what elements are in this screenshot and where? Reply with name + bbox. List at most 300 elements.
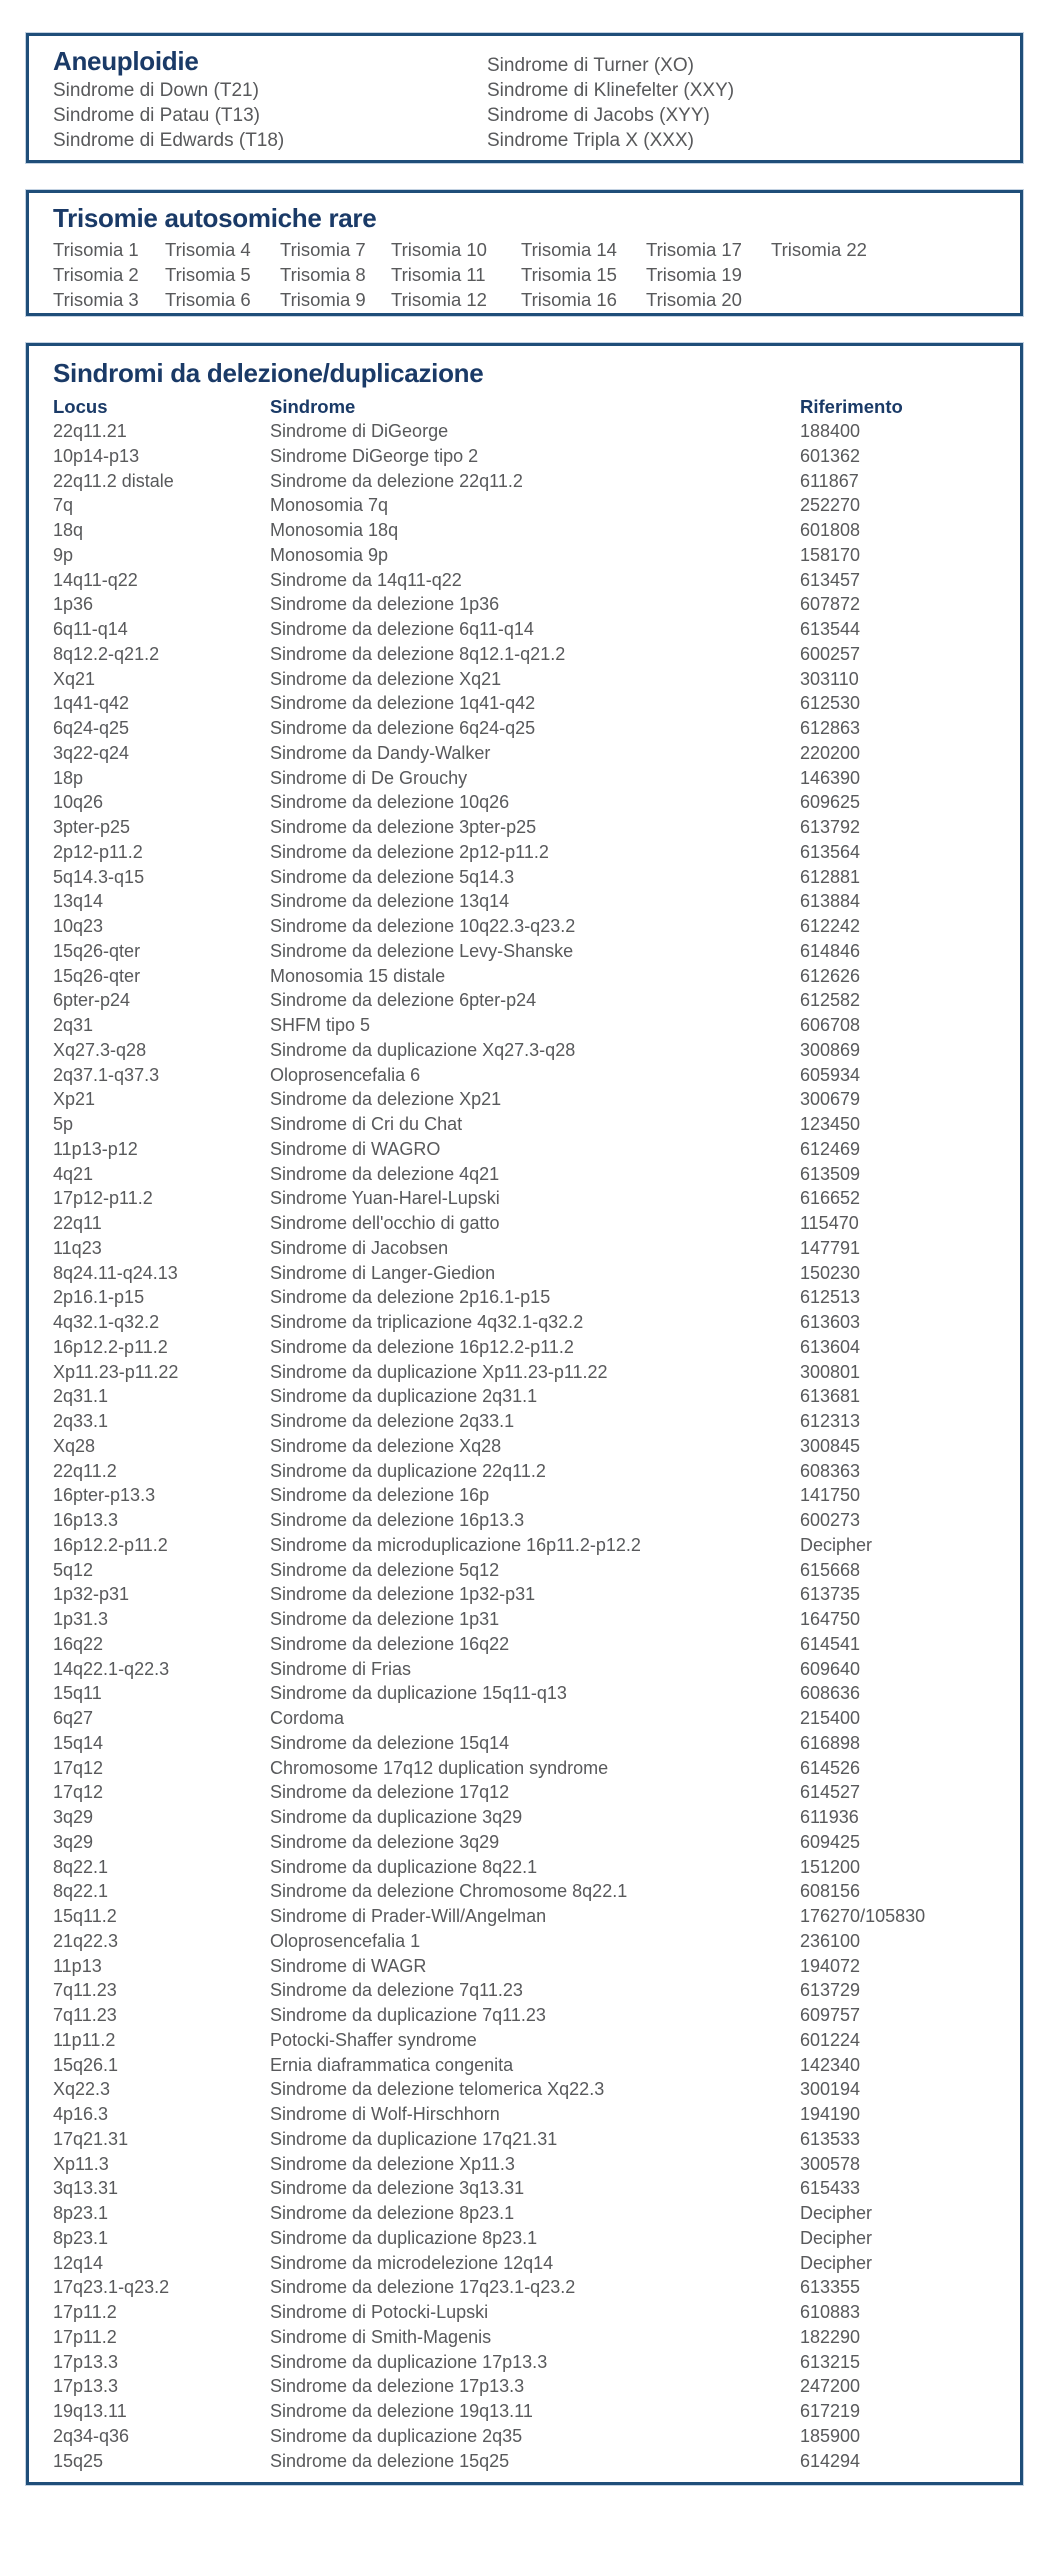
riferimento-cell: 609625 — [800, 792, 861, 813]
trisomia-item: Trisomia 5 — [165, 264, 251, 285]
sindrome-cell: Sindrome da delezione 6q24-q25 — [270, 718, 536, 738]
table-row — [53, 964, 996, 989]
sindrome-cell: Sindrome da duplicazione Xq27.3-q28 — [270, 1039, 576, 1060]
table-row — [53, 2003, 996, 2028]
locus-cell: 6q11-q14 — [53, 619, 128, 639]
table-row — [53, 1731, 996, 1756]
sindrome-cell: Sindrome di Cri du Chat — [270, 1114, 463, 1134]
table-row — [53, 2399, 996, 2424]
riferimento-cell: 609757 — [800, 2005, 861, 2025]
aneuploidy-item: Sindrome Tripla X (XXX) — [487, 130, 694, 151]
locus-cell: 8q22.1 — [53, 1856, 109, 1877]
table-row — [53, 2300, 996, 2325]
sindrome-cell: Sindrome da delezione 10q26 — [270, 792, 510, 813]
locus-cell: 5q14.3-q15 — [53, 866, 145, 887]
sindrome-cell: Sindrome da delezione 6pter-p24 — [270, 990, 537, 1011]
sindrome-cell: Sindrome da delezione 1p31 — [270, 1609, 500, 1629]
table-row — [53, 1706, 996, 1731]
locus-cell: 9p — [53, 544, 74, 565]
locus-cell: 17p12-p11.2 — [53, 1188, 153, 1209]
riferimento-cell: 613457 — [800, 569, 861, 590]
riferimento-cell: 300869 — [800, 1039, 861, 1060]
locus-cell: 14q22.1-q22.3 — [53, 1658, 170, 1679]
trisomia-item: Trisomia 19 — [646, 264, 742, 285]
riferimento-cell: 303110 — [800, 668, 859, 689]
sindrome-cell: Sindrome da microduplicazione 16p11.2-p12.2 — [270, 1534, 641, 1555]
trisomia-item — [771, 287, 996, 312]
locus-cell: 18p — [53, 767, 84, 788]
sindrome-cell: Sindrome di Prader-Will/Angelman — [270, 1906, 547, 1926]
locus-cell: 16pter-p13.3 — [53, 1485, 156, 1506]
sindrome-cell: Sindrome da delezione 10q22.3-q23.2 — [270, 916, 576, 936]
locus-cell: 7q11.23 — [53, 1980, 117, 2001]
table-row — [53, 642, 996, 667]
sindrome-cell: Cordoma — [270, 1708, 345, 1728]
table-row — [53, 716, 996, 741]
sindrome-cell: Sindrome da duplicazione 2q35 — [270, 2425, 523, 2446]
sindrome-cell: Sindrome da duplicazione 15q11-q13 — [270, 1683, 567, 1704]
locus-cell: 4q21 — [53, 1163, 94, 1184]
sindrome-cell: Sindrome da delezione 22q11.2 — [270, 470, 523, 491]
locus-cell: 2p12-p11.2 — [53, 841, 143, 862]
locus-cell: 15q25 — [53, 2450, 104, 2471]
riferimento-cell: 613884 — [800, 891, 861, 912]
sindrome-cell: Sindrome da delezione 5q14.3 — [270, 866, 515, 887]
trisomie-title: Trisomie autosomiche rare — [53, 203, 377, 233]
riferimento-cell: 141750 — [800, 1485, 861, 1506]
table-row — [53, 741, 996, 766]
locus-cell: 16p12.2-p11.2 — [53, 1336, 168, 1357]
locus-cell: 19q13.11 — [53, 2401, 127, 2421]
table-row — [53, 2350, 996, 2375]
riferimento-cell: 142340 — [800, 2054, 861, 2075]
sindrome-cell: Sindrome da delezione 17q23.1-q23.2 — [270, 2277, 576, 2298]
locus-cell: 18q — [53, 520, 84, 540]
sindrome-cell: Monosomia 18q — [270, 520, 399, 540]
riferimento-cell: 612313 — [800, 1411, 861, 1431]
trisomia-item: Trisomia 15 — [521, 264, 617, 285]
locus-cell: 17q21.31 — [53, 2128, 129, 2149]
riferimento-cell: 614846 — [800, 940, 861, 961]
riferimento-header: Riferimento — [800, 396, 903, 417]
locus-header: Locus — [53, 396, 108, 417]
locus-cell: 22q11.2 — [53, 1460, 117, 1481]
table-row — [53, 2127, 996, 2152]
trisomia-item: Trisomia 12 — [391, 289, 487, 310]
riferimento-cell: 605934 — [800, 1064, 861, 1085]
locus-cell: 10p14-p13 — [53, 445, 140, 466]
sindrome-cell: Chromosome 17q12 duplication syndrome — [270, 1757, 609, 1778]
sindrome-cell: Sindrome da delezione 15q14 — [270, 1732, 510, 1753]
riferimento-cell: 158170 — [800, 544, 861, 565]
locus-cell: Xq21 — [53, 668, 96, 689]
aneuploidie-right-list — [487, 44, 996, 153]
table-row — [53, 914, 996, 939]
riferimento-cell: 613735 — [800, 1584, 861, 1605]
locus-cell: Xq22.3 — [53, 2079, 111, 2100]
sindrome-cell: Sindrome da delezione Levy-Shanske — [270, 940, 574, 961]
table-row — [53, 592, 996, 617]
riferimento-cell: 215400 — [800, 1708, 861, 1728]
aneuploidie-title: Aneuploidie — [53, 46, 199, 76]
sindrome-cell: Sindrome dell'occhio di gatto — [270, 1213, 500, 1233]
trisomia-item: Trisomia 2 — [53, 264, 139, 285]
sindrome-cell: Sindrome da triplicazione 4q32.1-q32.2 — [270, 1312, 584, 1332]
riferimento-cell: 614294 — [800, 2450, 861, 2471]
sindrome-cell: Sindrome di Jacobsen — [270, 1237, 449, 1258]
aneuploidy-item: Sindrome di Patau (T13) — [53, 105, 260, 126]
riferimento-cell: 252270 — [800, 495, 861, 516]
riferimento-cell: 123450 — [800, 1114, 861, 1134]
locus-cell: 11q23 — [53, 1237, 102, 1258]
riferimento-cell: 300578 — [800, 2153, 861, 2174]
riferimento-cell: 612863 — [800, 718, 861, 738]
sindrome-cell: Sindrome da delezione Xp21 — [270, 1089, 502, 1110]
locus-cell: 3q29 — [53, 1807, 94, 1827]
riferimento-cell: 164750 — [800, 1609, 861, 1629]
table-row — [53, 469, 996, 494]
sindrome-cell: Sindrome da delezione 2p12-p11.2 — [270, 841, 549, 862]
riferimento-cell: 613603 — [800, 1312, 861, 1332]
sindrome-cell: Monosomia 15 distale — [270, 965, 446, 986]
table-row — [53, 568, 996, 593]
sindrome-cell: Sindrome da duplicazione 22q11.2 — [270, 1460, 546, 1481]
table-row — [53, 1681, 996, 1706]
sindrome-cell: Sindrome di De Grouchy — [270, 767, 468, 788]
locus-cell: 2q31.1 — [53, 1386, 109, 1407]
trisomia-item: Trisomia 4 — [165, 239, 251, 260]
locus-cell: 1q41-q42 — [53, 693, 130, 714]
table-row — [53, 667, 996, 692]
table-row — [53, 1657, 996, 1682]
sindrome-cell: Sindrome di Potocki-Lupski — [270, 2302, 489, 2322]
sindrome-cell: Sindrome da delezione 2q33.1 — [270, 1411, 515, 1431]
sindrome-cell: Sindrome di WAGRO — [270, 1138, 441, 1159]
locus-cell: 15q14 — [53, 1732, 104, 1753]
sindrome-cell: Sindrome da delezione 16p — [270, 1485, 490, 1506]
table-row — [53, 1285, 996, 1310]
table-row — [53, 1211, 996, 1236]
sindrome-cell: Sindrome da delezione Chromosome 8q22.1 — [270, 1881, 628, 1902]
table-row — [53, 840, 996, 865]
riferimento-cell: 614527 — [800, 1782, 861, 1803]
riferimento-cell: 612242 — [800, 916, 861, 936]
table-row — [53, 2201, 996, 2226]
table-row — [53, 790, 996, 815]
table-row — [53, 1483, 996, 1508]
sindrome-cell: Sindrome da duplicazione 8p23.1 — [270, 2227, 538, 2248]
riferimento-cell: 608636 — [800, 1683, 861, 1704]
sindrome-cell: Sindrome di WAGR — [270, 1955, 427, 1976]
riferimento-cell: 617219 — [800, 2401, 861, 2421]
locus-cell: 8q12.2-q21.2 — [53, 643, 160, 664]
sindrome-cell: Sindrome da duplicazione 2q31.1 — [270, 1386, 538, 1407]
table-row — [53, 1978, 996, 2003]
locus-cell: 4q32.1-q32.2 — [53, 1312, 160, 1332]
sindrome-cell: Sindrome da delezione 4q21 — [270, 1163, 500, 1184]
sindrome-cell: Sindrome da delezione Xq28 — [270, 1435, 502, 1456]
riferimento-cell: 146390 — [800, 767, 861, 788]
sindrome-cell: Sindrome di Wolf-Hirschhorn — [270, 2104, 500, 2124]
sindrome-cell: Ernia diaframmatica congenita — [270, 2054, 514, 2075]
table-row — [53, 1830, 996, 1855]
table-row — [53, 2275, 996, 2300]
riferimento-cell: 611867 — [800, 470, 859, 491]
aneuploidie-grid — [53, 44, 996, 153]
table-row — [53, 1137, 996, 1162]
trisomia-item: Trisomia 16 — [521, 289, 617, 310]
sindrome-cell: Sindrome da delezione 8p23.1 — [270, 2203, 515, 2223]
sindrome-cell: Sindrome da delezione 17q12 — [270, 1782, 510, 1803]
sindrome-cell: Oloprosencefalia 6 — [270, 1064, 421, 1085]
sindrome-cell: Sindrome da delezione 6q11-q14 — [270, 619, 534, 639]
riferimento-cell: 616652 — [800, 1188, 861, 1209]
table-row — [53, 2077, 996, 2102]
locus-cell: 22q11.21 — [53, 421, 127, 441]
aneuploidy-item: Sindrome di Down (T21) — [53, 80, 259, 101]
table-row — [53, 2176, 996, 2201]
locus-cell: 15q26.1 — [53, 2054, 119, 2075]
table-row — [53, 865, 996, 890]
sindrome-cell: Sindrome di Smith-Magenis — [270, 2326, 492, 2347]
locus-cell: 17p11.2 — [53, 2302, 117, 2322]
sindrome-cell: SHFM tipo 5 — [270, 1015, 371, 1035]
sindrome-cell: Sindrome da delezione 8q12.1-q21.2 — [270, 643, 566, 664]
table-row — [53, 1780, 996, 1805]
riferimento-cell: 612881 — [800, 866, 861, 887]
riferimento-cell: 601808 — [800, 520, 861, 540]
riferimento-cell: 613792 — [800, 817, 861, 837]
riferimento-cell: 614526 — [800, 1757, 861, 1778]
riferimento-cell: 182290 — [800, 2326, 861, 2347]
locus-cell: 17q23.1-q23.2 — [53, 2277, 170, 2298]
locus-cell: 21q22.3 — [53, 1930, 119, 1951]
table-row — [53, 1904, 996, 1929]
table-row — [53, 2226, 996, 2251]
locus-cell: 3q13.31 — [53, 2178, 119, 2199]
aneuploidy-item: Sindrome di Edwards (T18) — [53, 130, 285, 151]
riferimento-cell: 613604 — [800, 1336, 861, 1357]
table-row — [53, 2449, 996, 2474]
locus-cell: 16q22 — [53, 1633, 104, 1654]
riferimento-cell: 613544 — [800, 619, 861, 639]
riferimento-cell: 614541 — [800, 1633, 861, 1654]
riferimento-cell: 612469 — [800, 1138, 861, 1159]
table-row — [53, 1063, 996, 1088]
locus-cell: 17p13.3 — [53, 2376, 119, 2397]
locus-cell: 8p23.1 — [53, 2227, 109, 2248]
riferimento-cell: 606708 — [800, 1015, 861, 1035]
table-row — [53, 1954, 996, 1979]
locus-cell: 11p13 — [53, 1955, 102, 1976]
riferimento-cell: 601362 — [800, 445, 861, 466]
locus-cell: 8q22.1 — [53, 1881, 109, 1902]
table-row — [53, 1236, 996, 1261]
sindrome-cell: Sindrome da delezione Xp11.3 — [270, 2153, 515, 2174]
sindrome-header: Sindrome — [270, 396, 356, 417]
riferimento-cell: 610883 — [800, 2302, 861, 2322]
locus-cell: 3q22-q24 — [53, 742, 130, 763]
riferimento-cell: 601224 — [800, 2029, 861, 2050]
sindrome-cell: Sindrome da Dandy-Walker — [270, 742, 491, 763]
riferimento-cell: 300194 — [800, 2079, 861, 2100]
table-row — [53, 1508, 996, 1533]
table-row — [53, 1929, 996, 1954]
locus-cell: 2p16.1-p15 — [53, 1287, 145, 1308]
locus-cell: 11p11.2 — [53, 2029, 116, 2050]
sindrome-cell: Potocki-Shaffer syndrome — [270, 2029, 477, 2050]
riferimento-cell: 300679 — [800, 1089, 861, 1110]
riferimento-cell: 300801 — [800, 1361, 861, 1382]
riferimento-cell: 613564 — [800, 841, 861, 862]
table-row — [53, 1459, 996, 1484]
locus-cell: 1p31.3 — [53, 1609, 109, 1629]
riferimento-cell: 176270/105830 — [800, 1906, 926, 1926]
table-row — [53, 1607, 996, 1632]
table-row — [53, 988, 996, 1013]
riferimento-cell: 115470 — [800, 1213, 859, 1233]
riferimento-cell: 194190 — [800, 2104, 861, 2124]
riferimento-cell: 608363 — [800, 1460, 861, 1481]
sindrome-cell: Sindrome da delezione telomerica Xq22.3 — [270, 2079, 605, 2100]
locus-cell: 2q33.1 — [53, 1411, 109, 1431]
table-row — [53, 617, 996, 642]
riferimento-cell: 613509 — [800, 1163, 861, 1184]
sindrome-cell: Sindrome da delezione 16q22 — [270, 1633, 510, 1654]
riferimento-cell: 194072 — [800, 1955, 861, 1976]
sindrome-cell: Sindrome da delezione 3q29 — [270, 1831, 500, 1852]
riferimento-cell: 612582 — [800, 990, 861, 1011]
sindrome-cell: Sindrome da delezione 17p13.3 — [270, 2376, 525, 2397]
sindrome-cell: Oloprosencefalia 1 — [270, 1930, 421, 1951]
table-row — [53, 1013, 996, 1038]
aneuploidy-item: Sindrome di Jacobs (XYY) — [487, 105, 710, 126]
sindrome-cell: Sindrome da delezione 19q13.11 — [270, 2401, 533, 2421]
riferimento-cell: 247200 — [800, 2376, 861, 2397]
sindrome-cell: Sindrome da delezione Xq21 — [270, 668, 502, 689]
locus-cell: 15q26-qter — [53, 965, 141, 986]
locus-cell: 15q26-qter — [53, 940, 141, 961]
sindrome-cell: Sindrome di DiGeorge — [270, 421, 449, 441]
trisomie-grid — [53, 237, 996, 312]
riferimento-cell: 613215 — [800, 2351, 861, 2372]
locus-cell: 2q34-q36 — [53, 2425, 130, 2446]
locus-cell: 8q24.11-q24.13 — [53, 1262, 178, 1283]
trisomia-item: Trisomia 14 — [521, 239, 617, 260]
riferimento-cell: 147791 — [800, 1237, 861, 1258]
riferimento-cell: 151200 — [800, 1856, 861, 1877]
table-row — [53, 1087, 996, 1112]
table-row — [53, 1855, 996, 1880]
sindrome-cell: Sindrome da delezione 16p12.2-p11.2 — [270, 1336, 574, 1357]
sindrome-cell: Sindrome da delezione 1p32-p31 — [270, 1584, 536, 1605]
riferimento-cell: 612626 — [800, 965, 861, 986]
sindrome-cell: Sindrome da duplicazione 17q21.31 — [270, 2128, 558, 2149]
riferimento-cell: 613533 — [800, 2128, 861, 2149]
trisomia-item: Trisomia 3 — [53, 289, 139, 310]
sindrome-cell: Sindrome da microdelezione 12q14 — [270, 2252, 554, 2273]
table-row — [53, 2374, 996, 2399]
locus-cell: 6q24-q25 — [53, 718, 130, 738]
table-row — [53, 1335, 996, 1360]
riferimento-cell: Decipher — [800, 2252, 873, 2273]
table-row — [53, 1360, 996, 1385]
table-row — [53, 1162, 996, 1187]
riferimento-cell: 613355 — [800, 2277, 861, 2298]
table-row — [53, 1558, 996, 1583]
riferimento-cell: 609640 — [800, 1658, 861, 1679]
table-row — [53, 543, 996, 568]
sindrome-cell: Sindrome da duplicazione 3q29 — [270, 1807, 523, 1827]
locus-cell: 17p11.2 — [53, 2326, 117, 2347]
sindrome-cell: Sindrome da delezione 3q13.31 — [270, 2178, 525, 2199]
riferimento-cell: 616898 — [800, 1732, 861, 1753]
table-row — [53, 2102, 996, 2127]
table-row — [53, 2325, 996, 2350]
locus-cell: 5p — [53, 1114, 74, 1134]
table-row — [53, 889, 996, 914]
table-row — [53, 2251, 996, 2276]
riferimento-cell: 607872 — [800, 594, 861, 615]
aneuploidie-panel — [26, 33, 1023, 163]
sindrome-cell: Sindrome da duplicazione 8q22.1 — [270, 1856, 538, 1877]
trisomia-item: Trisomia 7 — [280, 239, 366, 260]
sindrome-cell: Sindrome di Langer-Giedion — [270, 1262, 496, 1283]
table-row — [53, 1186, 996, 1211]
aneuploidy-item: Sindrome di Turner (XO) — [487, 55, 694, 76]
locus-cell: 14q11-q22 — [53, 569, 138, 590]
locus-cell: 5q12 — [53, 1559, 94, 1580]
trisomia-item: Trisomia 9 — [280, 289, 366, 310]
locus-cell: 15q11 — [53, 1683, 102, 1704]
locus-cell: 15q11.2 — [53, 1906, 117, 1926]
locus-cell: 16p13.3 — [53, 1510, 119, 1530]
trisomia-item: Trisomia 6 — [165, 289, 251, 310]
sindrome-cell: Sindrome da delezione 5q12 — [270, 1559, 500, 1580]
table-row — [53, 2028, 996, 2053]
table-row — [53, 518, 996, 543]
riferimento-cell: 612513 — [800, 1287, 861, 1308]
trisomia-item: Trisomia 22 — [771, 239, 867, 260]
table-row — [53, 444, 996, 469]
sindrome-cell: Sindrome Yuan-Harel-Lupski — [270, 1188, 500, 1209]
trisomia-item: Trisomia 8 — [280, 264, 366, 285]
table-row — [53, 766, 996, 791]
sindrome-cell: Sindrome da delezione 1p36 — [270, 594, 500, 615]
riferimento-cell: 600257 — [800, 643, 861, 664]
sindrome-cell: Sindrome da duplicazione Xp11.23-p11.22 — [270, 1361, 608, 1382]
table-row — [53, 1434, 996, 1459]
locus-cell: 7q — [53, 495, 74, 516]
locus-cell: Xp11.3 — [53, 2153, 109, 2174]
table-row — [53, 1756, 996, 1781]
table-row — [53, 815, 996, 840]
trisomia-item: Trisomia 11 — [391, 264, 486, 285]
sindrome-cell: Sindrome da delezione 1q41-q42 — [270, 693, 536, 714]
riferimento-cell: Decipher — [800, 1534, 873, 1555]
riferimento-cell: 185900 — [800, 2425, 861, 2446]
sindrome-cell: Sindrome da delezione 7q11.23 — [270, 1980, 523, 2001]
locus-cell: 1p32-p31 — [53, 1584, 130, 1605]
riferimento-cell: 615433 — [800, 2178, 861, 2199]
table-row — [53, 1310, 996, 1335]
sindrome-cell: Sindrome da duplicazione 7q11.23 — [270, 2005, 546, 2025]
riferimento-cell: 220200 — [800, 742, 861, 763]
trisomia-item: Trisomia 10 — [391, 239, 487, 260]
riferimento-cell: 615668 — [800, 1559, 861, 1580]
riferimento-cell: Decipher — [800, 2203, 873, 2223]
aneuploidie-left-list — [53, 78, 487, 153]
